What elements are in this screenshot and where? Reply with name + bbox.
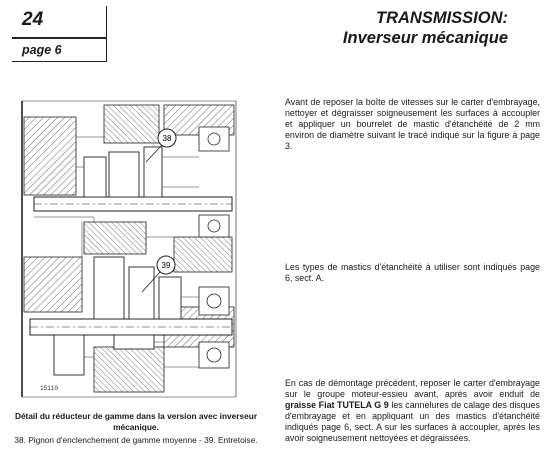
callout-38-label: 38 [162,134,172,143]
page-title: TRANSMISSION: [376,9,508,27]
paragraph-3 [285,378,540,445]
page-label: page 6 [22,43,62,57]
page-subtitle: Inverseur mécanique [342,29,508,47]
grease-name: graisse Fiat TUTELA G 9 [285,400,389,411]
paragraph-3-end: les cannelures de calage des disques d'embrayage et en appliquant un des mastics d'étanchéité indiqués page 6, sect. A sur les surfaces à accoupler, après les avoir soigneusement nettoyées et dégraissées. [285,400,540,444]
paragraph-2: Les types de mastics d'étanchéité à utiliser sont indiqués page 6, sect. A. [285,262,540,284]
transmission-drawing [14,97,240,400]
caption-legend: 38. Pignon d'enclenchement de gamme moyenne - 39. Entretoise. [14,435,258,445]
paragraph-3-start: En cas de démontage précédent, reposer le carter d'embrayage sur le groupe moteur-essieu avant, après avoir enduit de [285,378,540,400]
paragraph-1: Avant de reposer la boîte de vitesses sur le carter d'embrayage, nettoyer et dégraisser soigneusement les surfaces à accoupler et appliquer un bourrelet de mastic d'étanchéité de 2 mm environ de diamètre suivant le tracé indiqué sur la figure à page 3. [285,97,540,152]
callout-39-label: 39 [161,261,171,270]
header-divider [12,37,107,39]
caption-title: Détail du réducteur de gamme dans la version avec inverseur mécanique. [14,411,258,432]
page-number: 24 [22,9,44,30]
figure-code: 15110 [40,385,59,392]
